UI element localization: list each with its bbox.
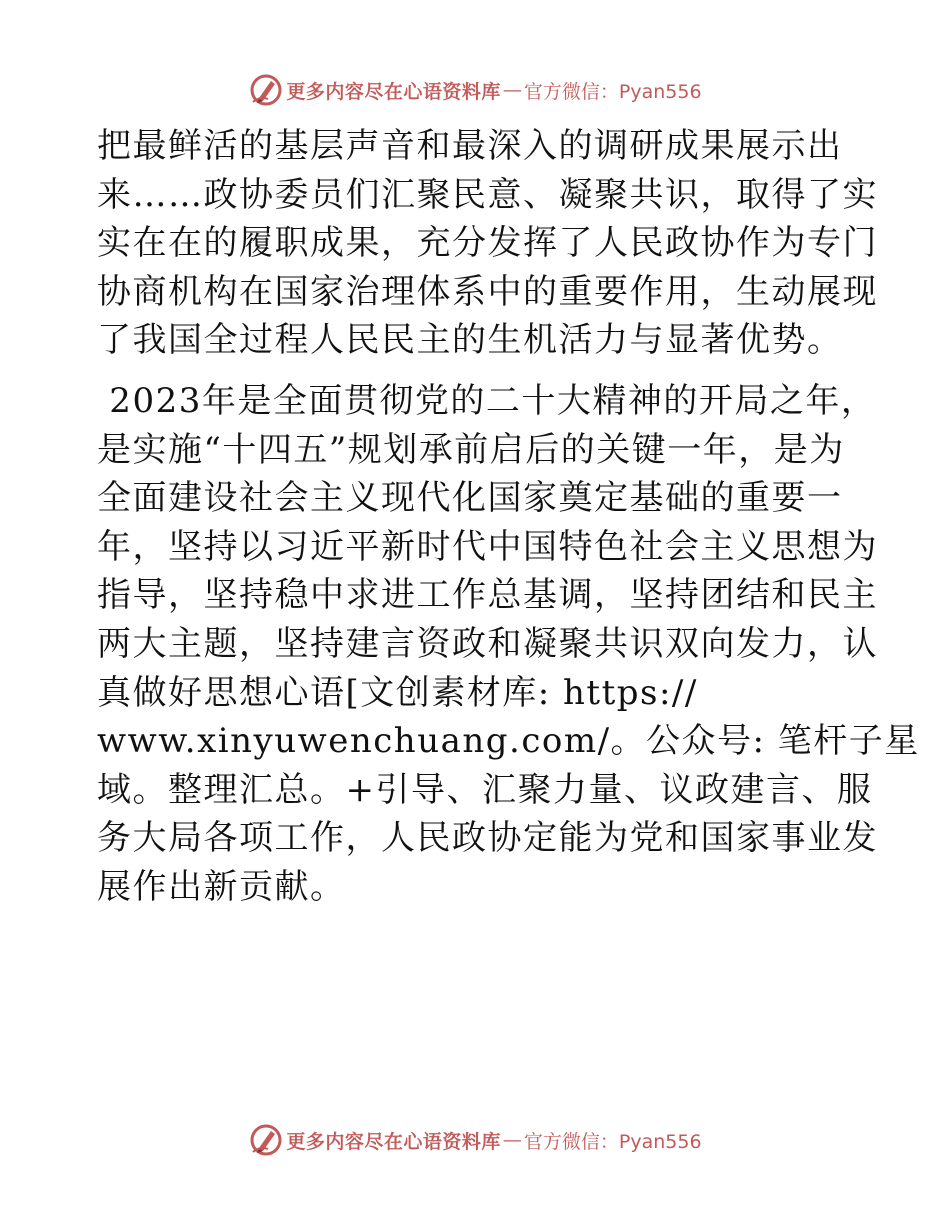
footer-banner-wechat: 官方微信：Pyan556 [523,1130,702,1153]
text-line: 协商机构在国家治理体系中的重要作用，生动展现 [97,271,878,312]
text-line: 是实施“十四五”规划承前启后的关键一年，是为 [97,429,845,470]
header-banner-dash: — [502,79,522,101]
footer-banner-dash: — [502,1129,522,1151]
header-banner [0,70,950,110]
header-banner-wechat: 官方微信：Pyan556 [523,80,702,103]
pen-circle-logo-icon [248,72,284,108]
text-line: 两大主题，坚持建言资政和凝聚共识双向发力，认 [97,623,878,664]
text-line: 全面建设社会主义现代化国家奠定基础的重要一 [97,478,843,519]
text-line: 展作出新贡献。 [97,866,346,907]
text-line: 真做好思想心语[文创素材库: https:// [97,672,698,713]
text-line: 域。整理汇总。+引导、汇聚力量、议政建言、服 [97,769,873,810]
paragraph [97,377,920,912]
footer-banner-text: 更多内容尽在心语资料库 [286,1130,501,1153]
header-banner-text: 更多内容尽在心语资料库 [286,80,501,103]
paragraph [97,122,878,365]
text-line: www.xinyuwenchuang.com/。公众号: 笔杆子星 [97,721,920,762]
document-body [97,122,920,912]
footer-banner [0,1120,950,1160]
text-line: 指导，坚持稳中求进工作总基调，坚持团结和民主 [97,575,878,616]
text-line: 年，坚持以习近平新时代中国特色社会主义思想为 [97,526,878,567]
text-line: 了我国全过程人民民主的生机活力与显著优势。 [97,320,843,361]
pen-circle-logo-icon [248,1122,284,1158]
text-line: 来……政协委员们汇聚民意、凝聚共识，取得了实 [97,174,878,215]
text-line: 把最鲜活的基层声音和最深入的调研成果展示出 [97,126,843,166]
text-line: 务大局各项工作，人民政协定能为党和国家事业发 [97,818,878,859]
text-line: 实在在的履职成果，充分发挥了人民政协作为专门 [97,223,878,264]
text-line: 2023年是全面贯彻党的二十大精神的开局之年， [97,380,877,421]
